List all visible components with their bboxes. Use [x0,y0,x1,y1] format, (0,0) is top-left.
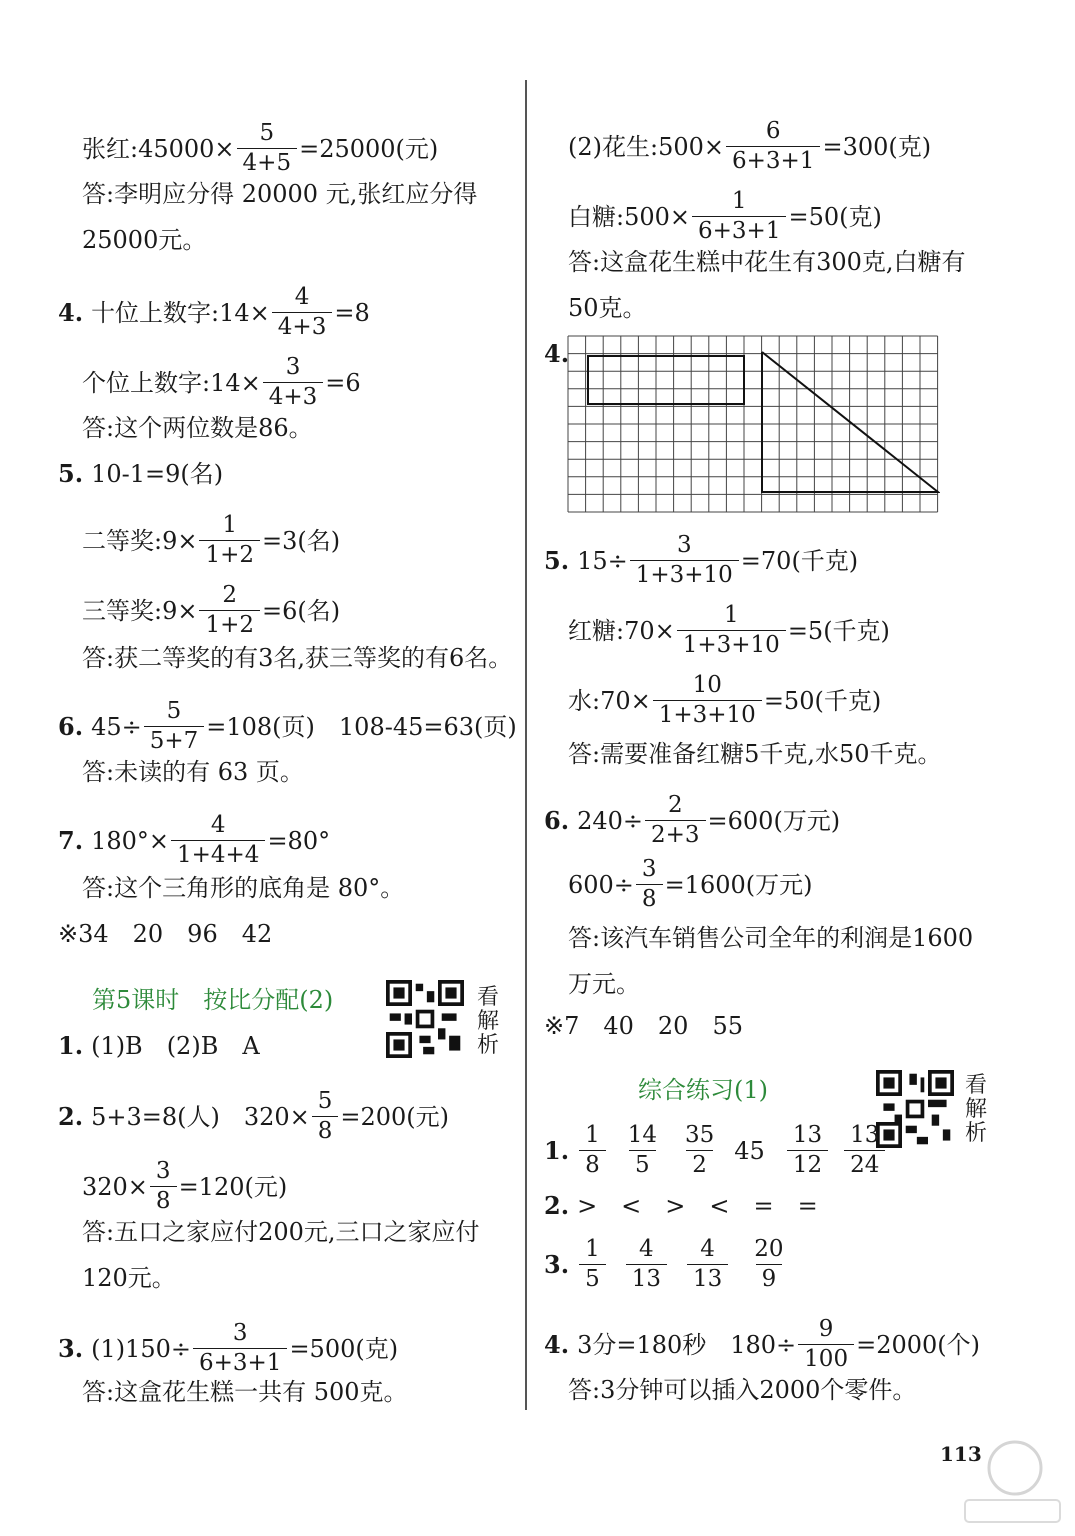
answer-line: 答:这盒花生糕中花生有300克,白糖有 [568,248,966,276]
denominator: 24 [844,1150,885,1177]
fraction [679,1124,720,1177]
answer-line: 答:这个三角形的底角是 80°。 [82,874,405,902]
z3-line [544,1238,792,1291]
calc-prefix: 3分=180秒 180÷ [577,1330,797,1359]
denominator: 1+4+4 [171,840,265,867]
denominator: 4+3 [263,382,324,409]
watermark-logo [955,1430,1065,1530]
answer-line: 答:五口之家应付200元,三口之家应付 [82,1218,480,1246]
calc-result: =600(万元) [707,806,841,835]
answer-text: > < > < = = [577,1192,818,1220]
qr-label [964,1074,988,1146]
calc-result: =25000(元) [299,134,439,163]
denominator: 13 [687,1264,728,1291]
denominator: 4+5 [237,148,298,175]
numerator: 4 [294,284,310,310]
calc-prefix: 十位上数字:14× [91,298,270,327]
z4-line [544,1318,980,1371]
numerator: 1 [723,602,739,628]
r-q5-line [544,534,858,587]
z1-line [544,1124,887,1177]
calc-result: =2000(个) [856,1330,980,1359]
qr-label-char: 解 [964,1097,987,1122]
denominator: 5 [629,1150,656,1177]
calc-result: =6(名) [262,596,341,625]
column-divider [525,80,527,1410]
s2-line2 [82,1160,287,1213]
calc-text: 10-1=9(名) [91,460,224,488]
fraction [144,700,205,753]
numerator: 3 [285,354,301,380]
fraction [798,1318,854,1371]
calc-prefix: 45÷ [91,712,142,741]
denominator: 1+3+10 [653,700,762,727]
qr-code-icon[interactable] [386,980,464,1058]
calc-result: =50(克) [788,202,882,231]
fraction [726,120,820,173]
denominator: 8 [636,884,663,911]
numerator: 3 [641,856,657,882]
numerator: 4 [210,812,226,838]
question-number: 1. [58,1031,84,1060]
answer-line: 万元。 [568,970,640,998]
s1-line [58,1031,260,1060]
denominator: 1+3+10 [677,630,786,657]
numerator: 35 [684,1122,715,1148]
calc-prefix: 15÷ [577,546,628,575]
answer-line: 答:李明应分得 20000 元,张红应分得 [82,180,478,208]
numerator: 9 [818,1316,834,1342]
z2-line [544,1191,818,1220]
calc-result: =70(千克) [740,546,859,575]
extra-answers: ※7 40 20 55 [544,1012,743,1040]
zh-calc-line [82,122,438,175]
qr-label [476,986,500,1058]
calc-result: =120(元) [178,1172,288,1201]
fraction [199,514,260,567]
r1-line [568,120,931,173]
calc-prefix: 个位上数字:14× [82,368,261,397]
calc-result: =50(千克) [763,686,882,715]
question-number: 2. [544,1191,570,1220]
denominator: 12 [787,1150,828,1177]
numerator: 13 [792,1122,823,1148]
grid-figure [566,334,940,514]
fraction [844,1124,885,1177]
answer-line: 120元。 [82,1264,176,1292]
rectangle-shape [588,356,744,404]
answer-line: 答:3分钟可以插入2000个零件。 [568,1376,917,1404]
numerator: 3 [676,532,692,558]
fraction [193,1322,287,1375]
calc-prefix: 600÷ [568,870,634,899]
numerator: 2 [667,792,683,818]
calc-result: =5(千克) [787,616,890,645]
question-number: 4. [544,339,570,368]
q5-line2 [82,584,340,637]
numerator: 14 [627,1122,657,1148]
question-number: 6. [544,805,570,835]
q5-line1 [82,514,340,567]
fraction [579,1124,606,1177]
numerator: 10 [692,672,722,698]
calc-prefix: 180°× [91,826,169,855]
calc-result: =80° [267,826,331,855]
fraction [199,584,260,637]
numerator: 3 [232,1320,248,1346]
calc-result: =300(克) [822,132,932,161]
numerator: 1 [585,1236,600,1262]
denominator: 8 [579,1150,606,1177]
numerator: 4 [639,1236,654,1262]
fraction [630,534,739,587]
numerator: 1 [222,512,238,538]
calc-prefix: 张红:45000× [82,134,235,163]
fraction [312,1090,339,1143]
qr-label-char: 看 [476,985,499,1010]
calc-result: =6 [325,368,361,397]
denominator: 4+3 [272,312,333,339]
denominator: 8 [150,1186,177,1213]
qr-code-icon[interactable] [876,1070,954,1148]
calc-prefix: 二等奖:9× [82,526,198,555]
calc-prefix: 水:70× [568,686,651,715]
question-number: 5. [544,545,570,575]
denominator: 13 [626,1264,667,1291]
s3-line [58,1322,398,1375]
r2-line [568,190,882,243]
q4-line2 [82,356,361,409]
fraction [787,1124,828,1177]
extra-answers: ※34 20 96 42 [58,920,273,948]
fraction [579,1238,606,1291]
numerator: 13 [850,1122,880,1148]
fraction [645,794,706,847]
fraction [677,604,786,657]
calc-result: =8 [334,298,370,327]
calc-prefix: (2)花生:500× [568,132,724,161]
numerator: 4 [700,1236,715,1262]
denominator: 2+3 [645,820,706,847]
denominator: 6+3+1 [193,1348,287,1375]
denominator: 9 [756,1264,783,1291]
denominator: 1+3+10 [630,560,739,587]
calc-result: =500(克) [289,1334,399,1363]
numerator: 5 [259,120,275,146]
fraction [692,190,786,243]
calc-prefix: 白糖:500× [568,202,691,231]
answer-line: 答:获二等奖的有3名,获三等奖的有6名。 [82,644,513,672]
answer-value: 45 [734,1136,765,1165]
denominator: 5+7 [144,726,205,753]
numerator: 20 [754,1236,784,1262]
answer-text: (1)B (2)B A [91,1032,260,1060]
numerator: 5 [317,1088,333,1114]
numerator: 3 [155,1158,171,1184]
question-number: 5. [58,459,84,488]
fraction [636,858,663,911]
question-number: 4. [58,297,84,327]
denominator: 8 [312,1116,339,1143]
fraction [272,286,333,339]
question-number: 6. [58,711,84,741]
denominator: 100 [798,1344,854,1371]
numerator: 1 [585,1122,600,1148]
numerator: 2 [222,582,238,608]
question-number: 3. [58,1333,84,1363]
question-number: 2. [58,1101,84,1131]
s2-line1 [58,1090,449,1143]
calc-result: =108(页) 108-45=63(页) [206,712,517,741]
fraction [622,1124,663,1177]
qr-label-char: 析 [964,1121,987,1146]
qr-label-char: 解 [476,1009,499,1034]
q4-line1 [58,286,370,339]
q5-line0 [58,459,224,488]
section-title: 综合练习(1) [638,1076,768,1104]
r-q5-line1 [568,604,890,657]
q6-line [58,700,517,753]
denominator: 1+2 [199,540,260,567]
question-number: 1. [544,1135,570,1165]
calc-prefix: 三等奖:9× [82,596,198,625]
answer-line: 答:这个两位数是86。 [82,414,313,442]
r-q5-line2 [568,674,881,727]
fraction [687,1238,728,1291]
fraction [237,122,298,175]
calc-prefix: (1)150÷ [91,1334,191,1363]
page-number: 113 [940,1442,982,1466]
answer-line: 25000元。 [82,226,207,254]
answer-line: 答:该汽车销售公司全年的利润是1600 [568,924,974,952]
answer-line: 50克。 [568,294,647,322]
r-q6-line1 [568,858,812,911]
q7-line [58,814,330,867]
numerator: 5 [166,698,182,724]
calc-prefix: 240÷ [577,806,643,835]
calc-prefix: 320× [82,1172,148,1201]
denominator: 1+2 [199,610,260,637]
denominator: 6+3+1 [692,216,786,243]
fraction [263,356,324,409]
fraction [150,1160,177,1213]
fraction [748,1238,789,1291]
fraction [626,1238,667,1291]
question-number: 7. [58,825,84,855]
question-number: 4. [544,1329,570,1359]
fraction [653,674,762,727]
numerator: 6 [765,118,781,144]
denominator: 2 [686,1150,713,1177]
question-number: 3. [544,1249,570,1279]
fraction [171,814,265,867]
calc-prefix: 5+3=8(人) 320× [91,1102,310,1131]
denominator: 6+3+1 [726,146,820,173]
answer-line: 答:需要准备红糖5千克,水50千克。 [568,740,942,768]
qr-label-char: 析 [476,1033,499,1058]
r-q6-line [544,794,840,847]
calc-prefix: 红糖:70× [568,616,675,645]
calc-result: =1600(万元) [664,870,813,899]
qr-label-char: 看 [964,1073,987,1098]
denominator: 5 [579,1264,606,1291]
answer-line: 答:这盒花生糕一共有 500克。 [82,1378,408,1406]
calc-result: =3(名) [262,526,341,555]
section-title: 第5课时 按比分配(2) [92,986,334,1014]
numerator: 1 [731,188,747,214]
answer-line: 答:未读的有 63 页。 [82,758,304,786]
calc-result: =200(元) [340,1102,450,1131]
